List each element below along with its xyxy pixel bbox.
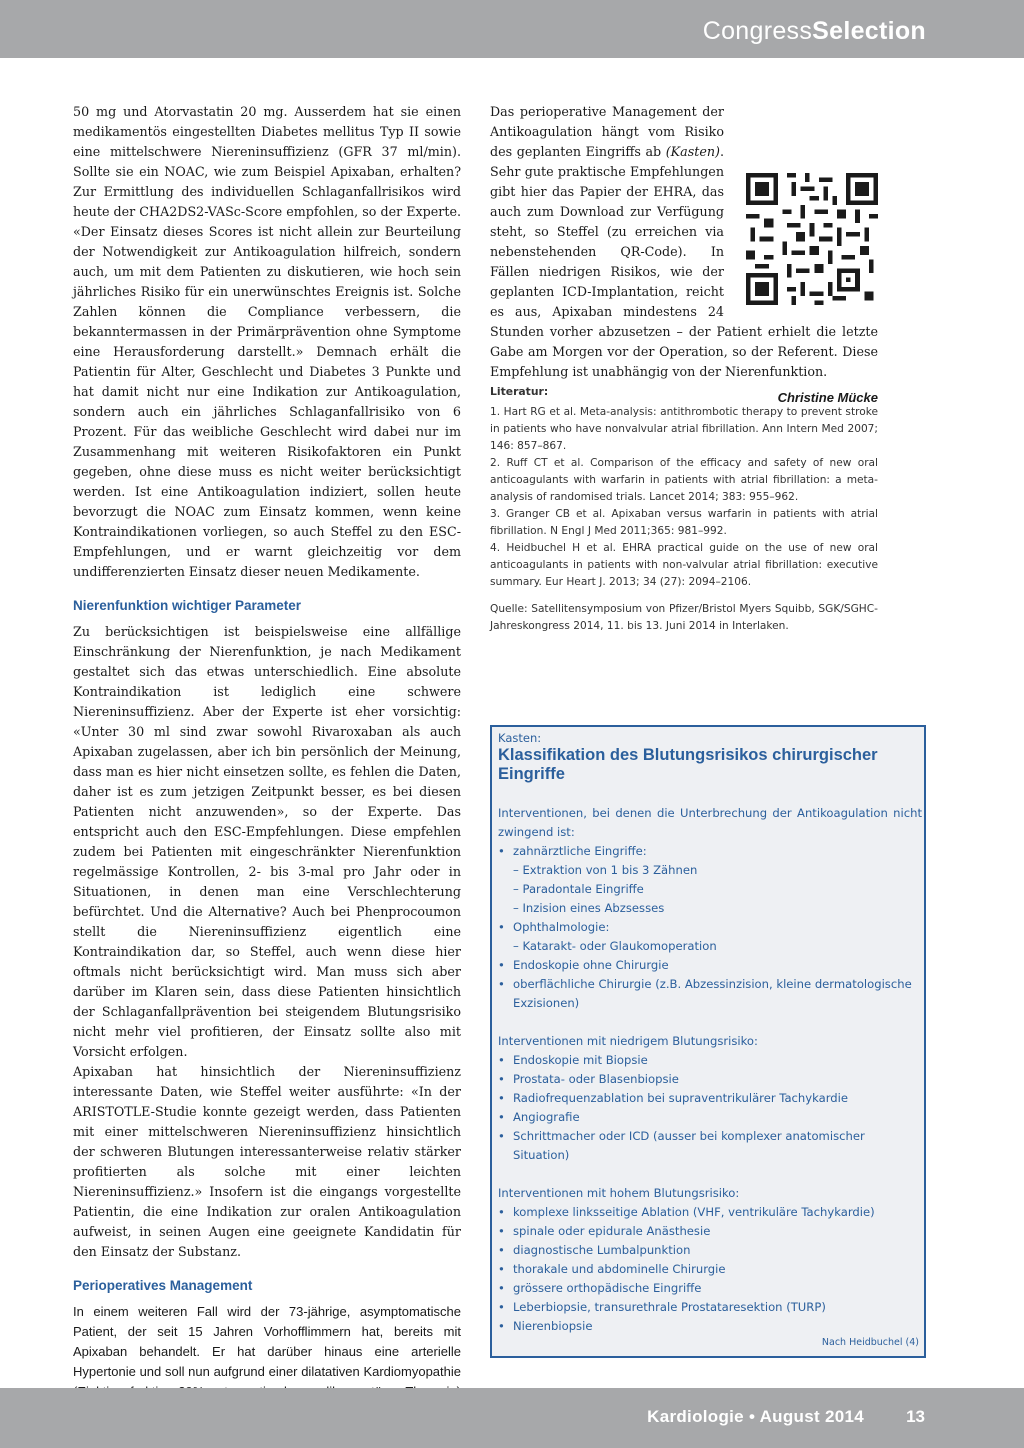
list-subitem: – Katarakt- oder Glaukomoperation <box>513 939 717 953</box>
qr-code-icon <box>746 173 878 305</box>
author-name: Christine Mücke <box>777 390 878 405</box>
group-intro: Interventionen, bei denen die Unterbrechung der Antikoagulation nicht zwingend ist: <box>498 806 922 839</box>
reference-item: 4. Heidbuchel H et al. EHRA practical guide on the use of new oral anticoagulants in patients with non-valvular atrial fibrillation: executive summary. Eur Heart J. 2013; 34 (27): 2094–2106. <box>490 542 878 588</box>
references-title: Literatur: <box>490 385 549 398</box>
group-intro: Interventionen mit hohem Blutungsrisiko: <box>498 1186 740 1200</box>
list-item: • thorakale und abdominelle Chirurgie <box>498 1262 726 1276</box>
congress-selection-logo: CongressSelection <box>702 17 926 45</box>
right-paragraph-1: Das perioperative Management der Antikoagulation hängt vom Risiko des geplanten Eingriffs ab (Kasten). Sehr gute praktische Empfehlungen gibt hier das Papier der EHRA, das auch zum Download zur Verfügung steht, so Steffel (zu erreichen via nebenstehenden QR-Code). In Fällen niedrigen Risikos, wie der geplanten ICD-Implantation, reicht es aus, Apixaban mindestens 24 Stunden vorher abzusetzen – der Patient erhielt die letzte Gabe am Morgen vor der Operation, so der Referent. Diese Empfehlung ist unabhängig von der Nierenfunktion. <box>490 104 878 379</box>
list-item: • Nierenbiopsie <box>498 1319 593 1333</box>
list-item: • Angiografie <box>498 1110 580 1124</box>
left-paragraph-2: Zu berücksichtigen ist beispielsweise eine allfällige Einschränkung der Nierenfunktion, je nach Medikament gestaltet sich das etwas unterschiedlich. Eine absolute Kontraindikation ist lediglich eine schwere Niereninsuffizienz. Aber der Experte ist eher vorsichtig: «Unter 30 ml sind zwar sowohl Rivaroxaban als auch Apixaban zugelassen, aber ich bin persönlich der Meinung, dass man es hier nicht einsetzen sollte, es fehlen die Daten, daher ist es zum jetzigen Zeitpunkt besser, es bei diesen Patienten nicht anzuwenden», so der Experte. Das entspricht auch den ESC-Empfehlungen. Diese empfehlen zudem bei Patienten mit eingeschränkter Nierenfunktion regelmässige Kontrollen, 2- bis 3-mal pro Jahr oder in Situationen, in denen man eine Verschlechterung befürchtet. Und die Alternative? Auch bei Phenprocoumon stellt die Niereninsuffizienz eigentlich eine Kontraindikation dar, so Steffel, auch wenn diese hier oftmals nicht berücksichtigt wird. Man muss sich aber darüber im Klaren sein, dass diese Patienten hinsichtlich der Schlaganfallprävention bei steigendem Blutungsrisiko nicht mehr viel profitieren, der Einsatz sollte also mit Vorsicht erfolgen. <box>73 624 461 1059</box>
list-item: • grössere orthopädische Eingriffe <box>498 1281 702 1295</box>
reference-item: 3. Granger CB et al. Apixaban versus warfarin in patients with atrial fibrillation. N Engl J Med 2011;365: 981–992. <box>490 508 878 537</box>
list-item: • spinale oder epidurale Anästhesie <box>498 1224 711 1238</box>
left-paragraph-3: Apixaban hat hinsichtlich der Niereninsuffizienz interessante Daten, wie Steffel weiter ausführte: «In der ARISTOTLE-Studie konnte gezeigt werden, dass Patienten mit einer mittelschweren Niereninsuffizienz hinsichtlich der schweren Blutungen interessanterweise relativ stärker profitierten als solche mit einer leichten Niereninsuffizienz.» Insofern ist die eingangs vorgestellte Patientin, die eine Indikation zur oralen Antikoagulation aufweist, in seinen Augen eine geeignete Kandidatin für den Einsatz der Substanz. <box>73 1064 461 1259</box>
list-item: • diagnostische Lumbalpunktion <box>498 1243 691 1257</box>
list-item: • oberflächliche Chirurgie (z.B. Abzessinzision, kleine dermatologische Exzisionen) <box>498 977 912 1010</box>
list-item: • Endoskopie mit Biopsie <box>498 1053 648 1067</box>
box-content <box>498 804 922 1355</box>
right-column <box>490 102 878 408</box>
list-subitem: – Inzision eines Abzsesses <box>513 901 665 915</box>
group-no-interruption <box>498 804 922 1013</box>
list-item: • Radiofrequenzablation bei supraventrikulärer Tachykardie <box>498 1091 849 1105</box>
group-list <box>498 1203 922 1336</box>
group-high-risk <box>498 1184 922 1336</box>
box-credit: Nach Heidbuchel (4) <box>821 1337 919 1348</box>
section-heading-perioperative: Perioperatives Management <box>73 1278 253 1293</box>
list-item: • Ophthalmologie: <box>498 920 610 934</box>
group-intro: Interventionen mit niedrigem Blutungsrisiko: <box>498 1034 758 1048</box>
page-header <box>0 0 1024 58</box>
list-item: • Schrittmacher oder ICD (ausser bei komplexer anatomischer Situation) <box>498 1129 865 1162</box>
list-subitem: – Paradontale Eingriffe <box>513 882 644 896</box>
left-column <box>73 102 461 1442</box>
reference-item: 2. Ruff CT et al. Comparison of the efficacy and safety of new oral anticoagulants with warfarin in patients with atrial fibrillation: a meta-analysis of randomised trials. Lancet 2014; 383: 955–962. <box>490 457 878 503</box>
box-title: Klassifikation des Blutungsrisikos chirurgischer Eingriffe <box>498 746 878 783</box>
page-number: 13 <box>906 1407 925 1426</box>
list-item: • Prostata- oder Blasenbiopsie <box>498 1072 679 1086</box>
group-low-risk <box>498 1032 922 1165</box>
info-box-bleeding-risk <box>490 725 926 1358</box>
section-heading-renal-function: Nierenfunktion wichtiger Parameter <box>73 598 302 613</box>
reference-item: 1. Hart RG et al. Meta-analysis: antithrombotic therapy to prevent stroke in patients who have nonvalvular atrial fibrillation. Ann Intern Med 2007; 146: 857–867. <box>490 406 878 452</box>
box-kicker: Kasten: <box>498 731 542 745</box>
group-list <box>498 1051 922 1165</box>
group-list <box>498 842 922 1013</box>
left-paragraph-1: 50 mg und Atorvastatin 20 mg. Ausserdem hat sie einen medikamentös eingestellten Diabetes mellitus Typ II sowie eine mittelschwere Niereninsuffizienz (GFR 37 ml/min). Sollte sie ein NOAC, wie zum Beispiel Apixaban, erhalten? Zur Ermittlung des individuellen Schlaganfallrisikos wird heute der CHA2DS2-VASc-Score empfohlen, so der Experte. «Der Einsatz dieses Scores ist nicht allein zur Beurteilung der Notwendigkeit zur Antikoagulation hilfreich, sondern auch, um mit dem Patienten zu diskutieren, wie hoch sein jährliches Risiko für ein unerwünschtes Ereignis ist. Solche Zahlen können die Compliance verbessern, die bekanntermassen in der Primärprävention ohne Symptome eine Herausforderung darstellt.» Demnach erhält die Patientin für Alter, Geschlecht und Diabetes 3 Punkte und hat damit nicht nur eine Indikation zur Antikoagulation, sondern auch ein jährliches Schlaganfallrisiko von 6 Prozent. Für das weibliche Geschlecht wird dabei nur im Zusammenhang mit weiteren Risikofaktoren ein Punkt gegeben, ohne diese muss es nicht weiter berücksichtigt werden. Ist eine Antikoagulation indiziert, sollen heute bevorzugt die NOAC zum Einsatz kommen, wenn keine Kontraindikationen vorliegen, so auch Steffel zu den ESC-Empfehlungen, und er warnt gleichzeitig vor dem undifferenzierten Einsatz dieser neuen Medikamente. <box>73 104 461 579</box>
list-subitem: – Extraktion von 1 bis 3 Zähnen <box>513 863 698 877</box>
journal-issue: Kardiologie • August 2014 <box>647 1407 864 1426</box>
list-item: • komplexe linksseitige Ablation (VHF, ventrikuläre Tachykardie) <box>498 1205 875 1219</box>
references-section <box>490 383 878 635</box>
source-note: Quelle: Satellitensymposium von Pfizer/Bristol Myers Squibb, SGK/SGHC-Jahreskongress 2014, 11. bis 13. Juni 2014 in Interlaken. <box>490 603 878 632</box>
list-item: • Endoskopie ohne Chirurgie <box>498 958 669 972</box>
page-footer <box>0 1388 1024 1448</box>
list-item: • zahnärztliche Eingriffe: <box>498 844 647 858</box>
list-item: • Leberbiopsie, transurethrale Prostataresektion (TURP) <box>498 1300 826 1314</box>
left-paragraph-4: In einem weiteren Fall wird der 73-jährige, asymptomatische Patient, der seit 15 Jahren Vorhofflimmern hat, bereits mit Apixaban behandelt. Er hat darüber hinaus eine arterielle Hypertonie und soll nun aufgrund einer dilatativen Kardiomyopathie <box>73 1304 461 1379</box>
